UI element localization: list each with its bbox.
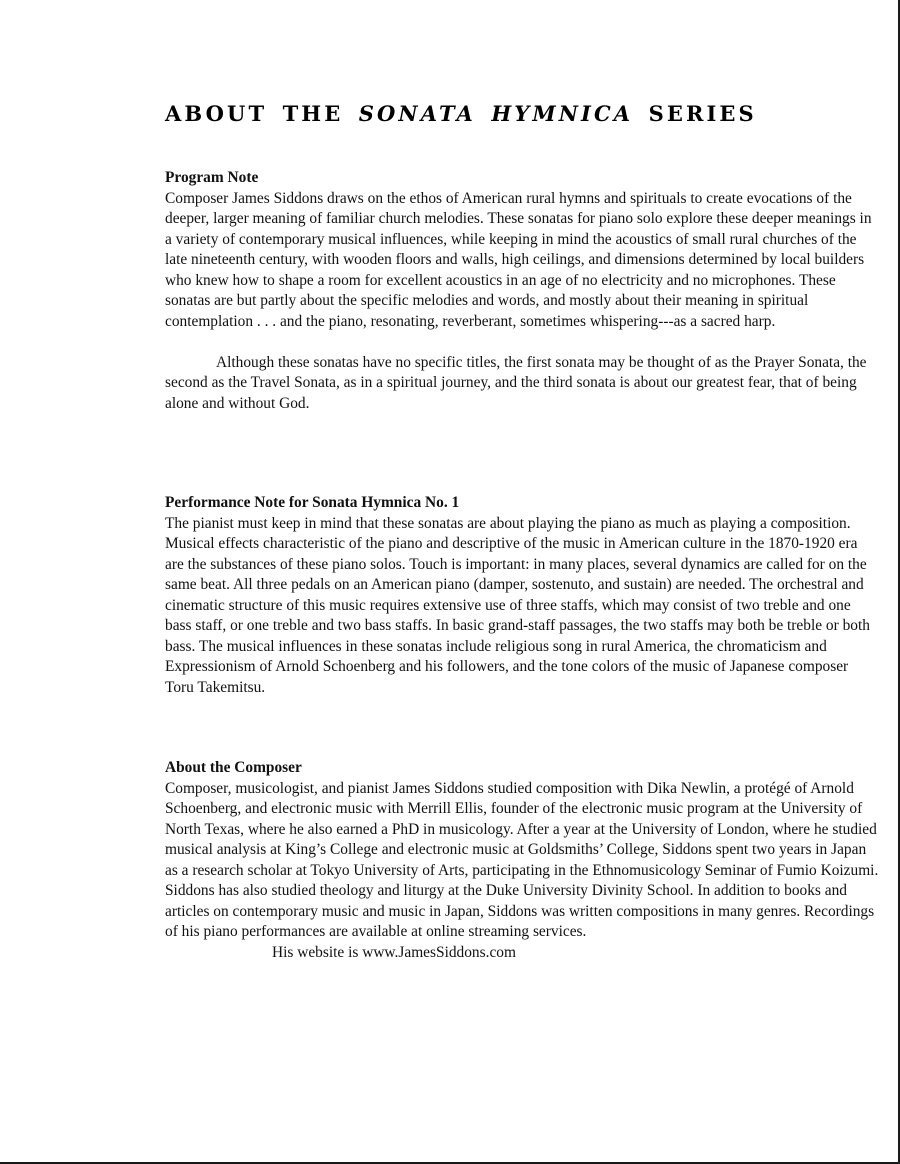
performance-note-paragraph: The pianist must keep in mind that these sonatas are about playing the piano as much as playing a composition. Musical effects characteristic of the piano and descriptive of the music in American culture in the 1870-1920 era are the substances of these piano solos. Touch is important: in many places, several dynamics are called for on the same beat. All three pedals on an American piano (damper, sostenuto, and sustain) are needed. The orchestral and cinematic structure of this music requires extensive use of three staffs, which may consist of two treble and one bass staff, or one treble and two bass staffs. In basic grand-staff passages, the two staffs may both be treble or both bass. The musical influences in these sonatas include religious song in rural America, the chromaticism and Expressionism of Arnold Schoenberg and his followers, and the tone colors of the music of Japanese composer Toru Takemitsu. <box>165 514 870 696</box>
title-prefix: ABOUT THE <box>165 101 359 126</box>
performance-note-section <box>165 493 880 698</box>
performance-note-heading: Performance Note for Sonata Hymnica No. 1 <box>165 494 460 511</box>
title-series-name: SONATA HYMNICA <box>358 101 634 126</box>
about-composer-paragraph: Composer, musicologist, and pianist James Siddons studied composition with Dika Newlin, a protégé of Arnold Schoenberg, and electronic music with Merrill Ellis, founder of the electronic music program at the University of North Texas, where he also earned a PhD in musicology. After a year at the University of London, where he studied musical analysis at King’s College and electronic music at Goldsmiths’ College, Siddons spent two years in Japan as a research scholar at Tokyo University of Arts, participating in the Ethnomusicology Seminar of Fumio Koizumi. Siddons has also studied theology and liturgy at the Duke University Divinity School. In addition to books and articles on contemporary music and music in Japan, Siddons was written compositions in many genres. Recordings of his piano performances are available at online streaming services. <box>165 779 879 940</box>
composer-website-line: His website is www.JamesSiddons.com <box>272 943 516 961</box>
page-title <box>165 100 757 128</box>
program-note-section <box>165 168 880 414</box>
program-note-paragraph: Composer James Siddons draws on the ethos of American rural hymns and spirituals to create evocations of the deeper, larger meaning of familiar church melodies. These sonatas for piano solo explore these deeper meanings in a variety of contemporary musical influences, while keeping in mind the acoustics of small rural churches of the late nineteenth century, with wooden floors and walls, high ceilings, and dimensions determined by local builders who knew how to shape a room for excellent acoustics in an age of no electricity and no microphones. These sonatas are but partly about the specific melodies and words, and mostly about their meaning in spiritual contemplation . . . and the piano, resonating, reverberant, sometimes whispering---as a sacred harp. <box>165 189 872 330</box>
program-note-heading: Program Note <box>165 169 259 186</box>
program-note-titles-paragraph: Although these sonatas have no specific titles, the first sonata may be thought of as the Prayer Sonata, the second as the Travel Sonata, as in a spiritual journey, and the third sonata is about our greatest fear, that of being alone and without God. <box>165 353 867 412</box>
title-suffix: SERIES <box>633 101 757 126</box>
about-composer-heading: About the Composer <box>165 759 302 776</box>
about-composer-section <box>165 758 880 963</box>
